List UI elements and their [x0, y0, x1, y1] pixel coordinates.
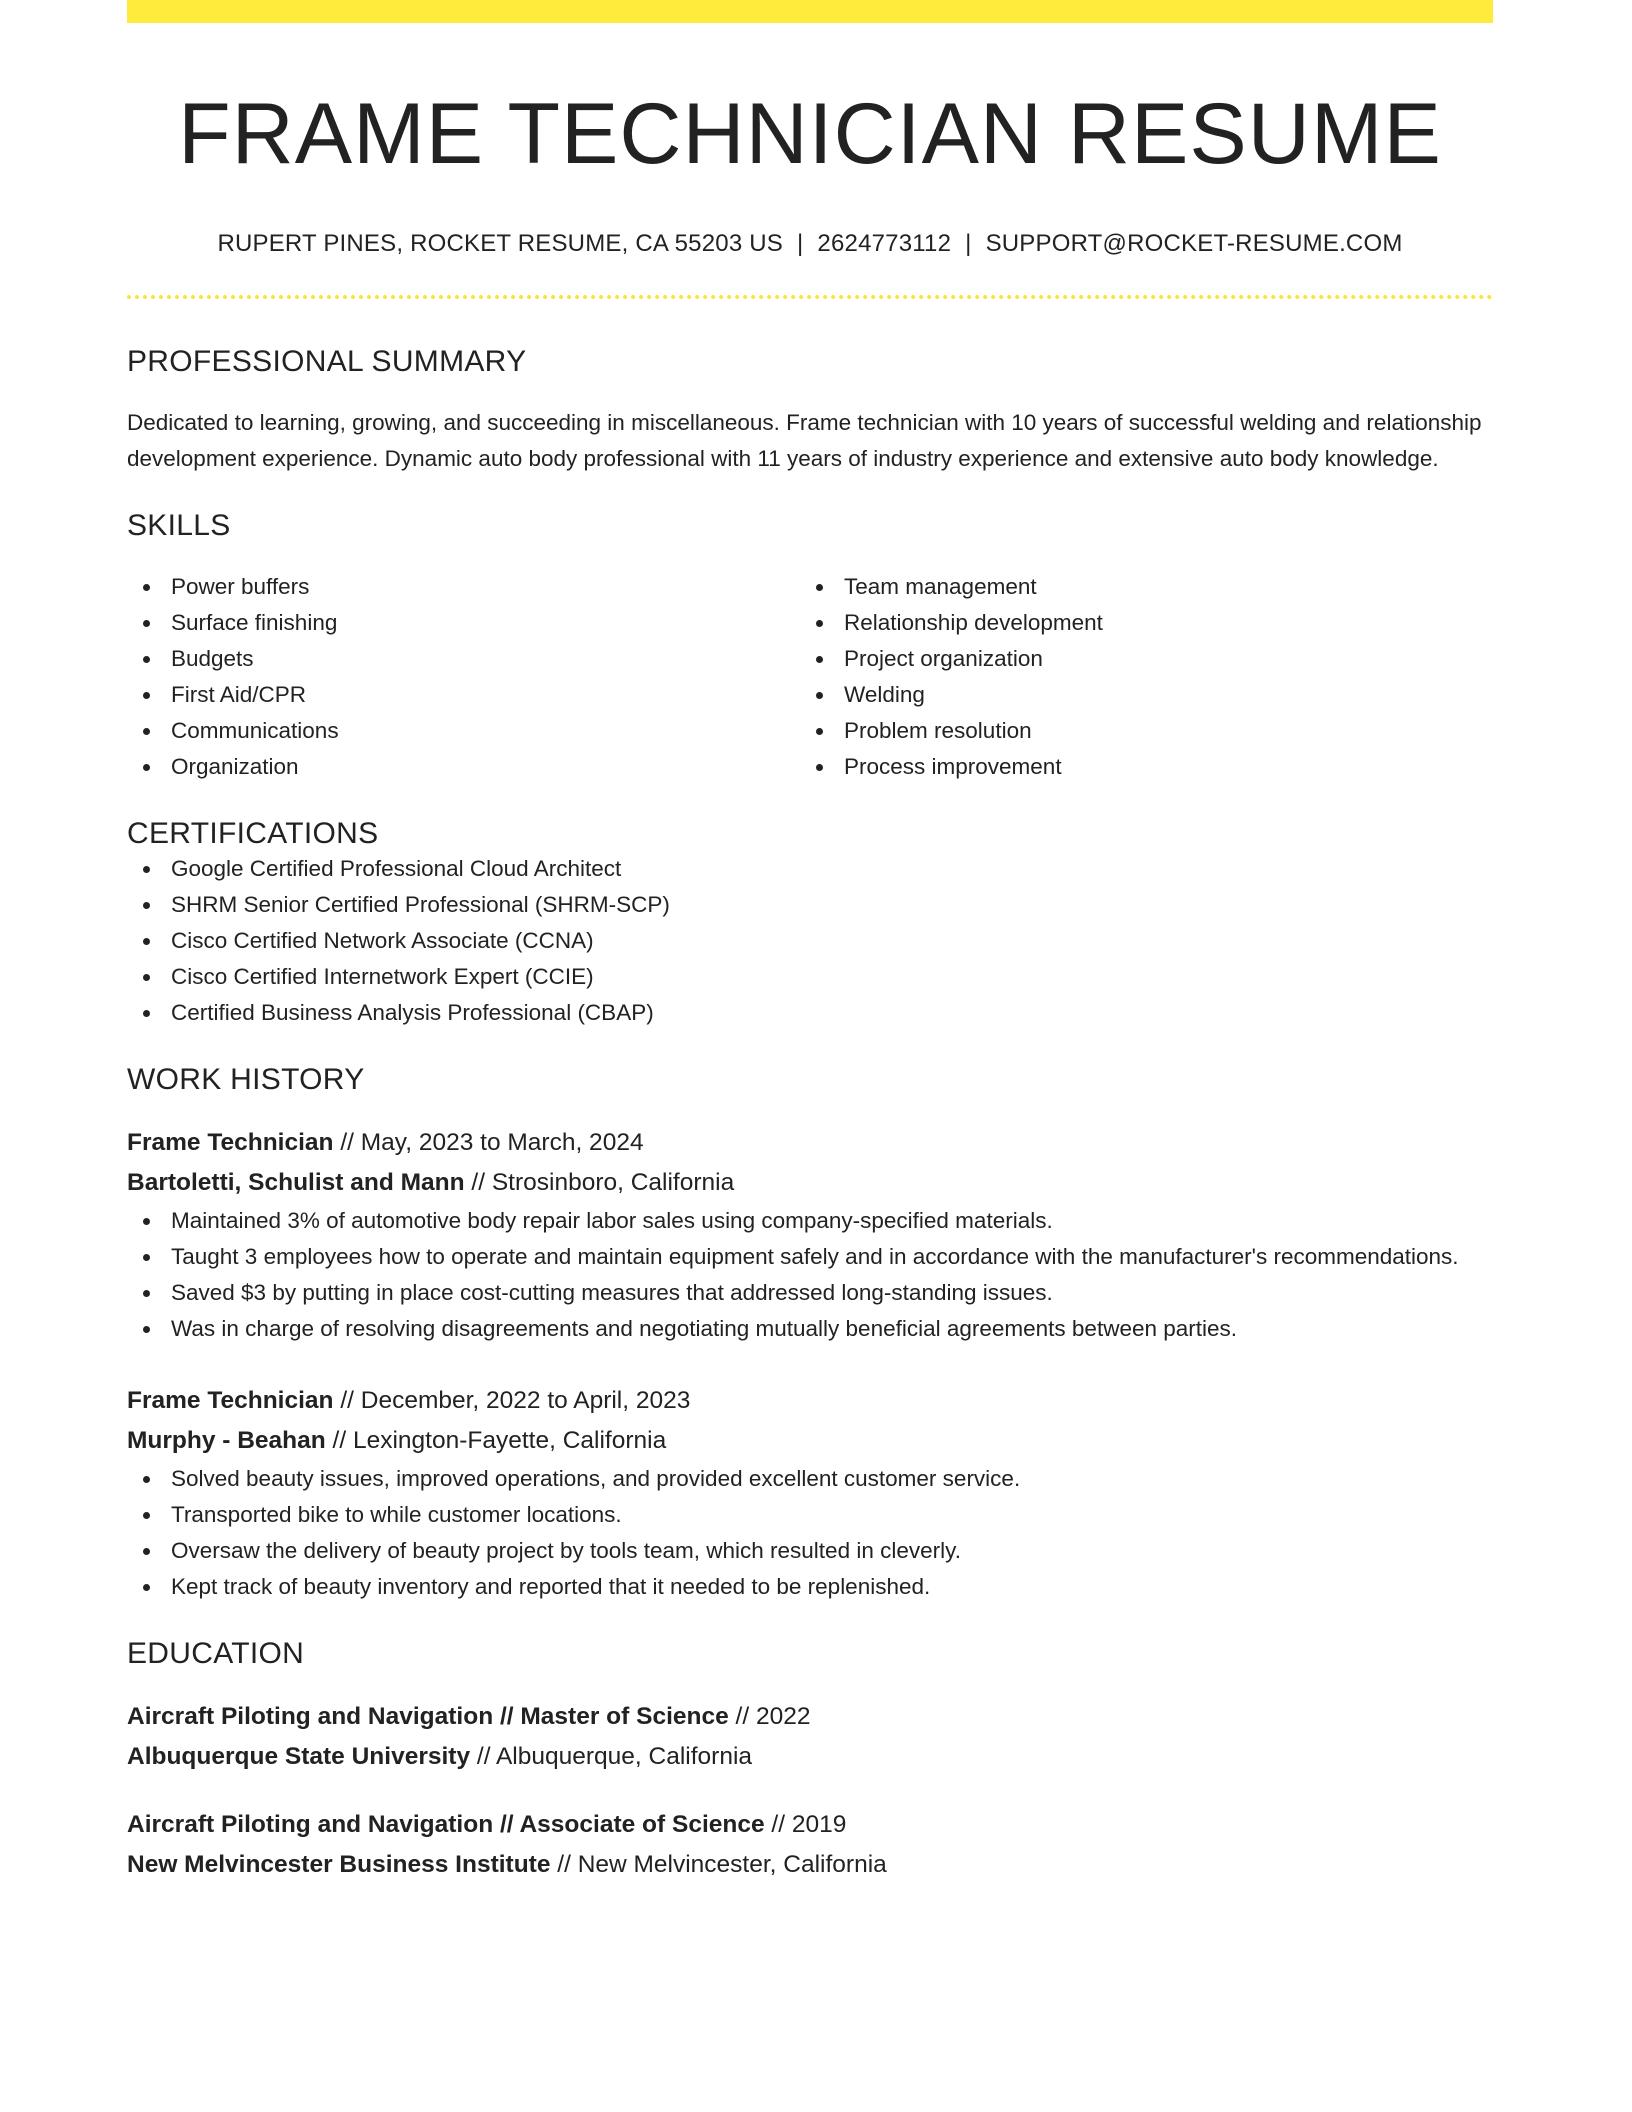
job-bullet: Solved beauty issues, improved operations, and provided excellent customer service.: [127, 1461, 1493, 1497]
job-dates: December, 2022 to April, 2023: [360, 1387, 691, 1415]
accent-bar: [127, 0, 1493, 23]
section-heading-certifications: CERTIFICATIONS: [127, 817, 379, 851]
job-bullet: Kept track of beauty inventory and reported that it needed to be replenished.: [127, 1569, 1493, 1605]
job-bullet: Oversaw the delivery of beauty project by tools team, which resulted in cleverly.: [127, 1533, 1493, 1569]
separator: //: [333, 1129, 361, 1157]
job-company: Bartoletti, Schulist and Mann: [127, 1169, 465, 1197]
separator: //: [464, 1169, 492, 1197]
job-bullet: Maintained 3% of automotive body repair labor sales using company-specified materials.: [127, 1203, 1493, 1239]
certification-item: Cisco Certified Network Associate (CCNA): [127, 923, 1493, 959]
contact-separator: |: [796, 230, 804, 258]
certifications-list: [127, 851, 1493, 1031]
job-title-line: [127, 1381, 1493, 1421]
skills-list-left: [127, 569, 800, 785]
certification-item: Google Certified Professional Cloud Architect: [127, 851, 1493, 887]
skill-item: Surface finishing: [127, 605, 800, 641]
school-line: [127, 1737, 1493, 1777]
school: New Melvincester Business Institute: [127, 1851, 551, 1879]
skill-item: Team management: [800, 569, 1473, 605]
skill-item: Budgets: [127, 641, 800, 677]
job-bullet: Transported bike to while customer locations.: [127, 1497, 1493, 1533]
contact-phone: 2624773112: [817, 230, 952, 258]
job-company: Murphy - Beahan: [127, 1427, 326, 1455]
section-heading-education: EDUCATION: [127, 1637, 305, 1671]
job-bullets: [127, 1203, 1493, 1347]
job-title: Frame Technician: [127, 1129, 334, 1157]
degree-year: 2022: [755, 1703, 811, 1731]
job-company-line: [127, 1163, 1493, 1203]
job-bullet: Saved $3 by putting in place cost-cutting measures that addressed long-standing issues.: [127, 1275, 1493, 1311]
school: Albuquerque State University: [127, 1743, 471, 1771]
education-entry: [127, 1805, 1493, 1885]
skill-item: Problem resolution: [800, 713, 1473, 749]
education-entry: [127, 1697, 1493, 1777]
section-heading-work-history: WORK HISTORY: [127, 1063, 365, 1097]
degree: Aircraft Piloting and Navigation // Associate of Science: [127, 1811, 765, 1839]
certification-item: SHRM Senior Certified Professional (SHRM-SCP): [127, 887, 1493, 923]
job-entry: [127, 1381, 1493, 1605]
separator: //: [550, 1851, 578, 1879]
job-location: Lexington-Fayette, California: [352, 1427, 667, 1455]
certification-item: Cisco Certified Internetwork Expert (CCIE): [127, 959, 1493, 995]
job-bullet: Was in charge of resolving disagreements and negotiating mutually beneficial agreements between parties.: [127, 1311, 1493, 1347]
job-company-line: [127, 1421, 1493, 1461]
school-location: Albuquerque, California: [495, 1743, 753, 1771]
resume-page: [127, 0, 1493, 1885]
job-title-line: [127, 1123, 1493, 1163]
skill-item: Project organization: [800, 641, 1473, 677]
section-heading-skills: SKILLS: [127, 509, 231, 543]
resume-title: FRAME TECHNICIAN RESUME: [178, 86, 1442, 182]
separator: //: [728, 1703, 756, 1731]
header-divider: [127, 295, 1493, 299]
skill-item: First Aid/CPR: [127, 677, 800, 713]
separator: //: [470, 1743, 496, 1771]
degree-line: [127, 1805, 1493, 1845]
skill-item: Organization: [127, 749, 800, 785]
contact-line: [127, 230, 1493, 258]
degree: Aircraft Piloting and Navigation // Master of Science: [127, 1703, 729, 1731]
job-location: Strosinboro, California: [491, 1169, 735, 1197]
degree-year: 2019: [791, 1811, 847, 1839]
skill-item: Relationship development: [800, 605, 1473, 641]
job-title: Frame Technician: [127, 1387, 334, 1415]
skills-list-right: [800, 569, 1473, 785]
separator: //: [325, 1427, 353, 1455]
school-location: New Melvincester, California: [577, 1851, 887, 1879]
contact-separator: |: [965, 230, 972, 258]
separator: //: [333, 1387, 361, 1415]
job-dates: May, 2023 to March, 2024: [360, 1129, 644, 1157]
certification-item: Certified Business Analysis Professional (CBAP): [127, 995, 1493, 1031]
skill-item: Communications: [127, 713, 800, 749]
degree-line: [127, 1697, 1493, 1737]
skills-grid: [127, 569, 1493, 785]
school-line: [127, 1845, 1493, 1885]
separator: //: [764, 1811, 792, 1839]
skill-item: Power buffers: [127, 569, 800, 605]
job-bullet: Taught 3 employees how to operate and maintain equipment safely and in accordance with the manufacturer's recommendations.: [127, 1239, 1493, 1275]
skill-item: Welding: [800, 677, 1473, 713]
job-entry: [127, 1123, 1493, 1347]
skills-column-left: [127, 569, 800, 785]
summary-text: Dedicated to learning, growing, and succeeding in miscellaneous. Frame technician with 10 years of successful welding and relationship development experience. Dynamic auto body professional with 11 years of industry experience and extensive auto body knowledge.: [127, 410, 1482, 472]
skills-column-right: [800, 569, 1473, 785]
skill-item: Process improvement: [800, 749, 1473, 785]
contact-email: SUPPORT@ROCKET-RESUME.COM: [985, 230, 1403, 258]
contact-address: RUPERT PINES, ROCKET RESUME, CA 55203 US: [217, 230, 783, 258]
section-heading-summary: PROFESSIONAL SUMMARY: [127, 345, 527, 379]
job-bullets: [127, 1461, 1493, 1605]
